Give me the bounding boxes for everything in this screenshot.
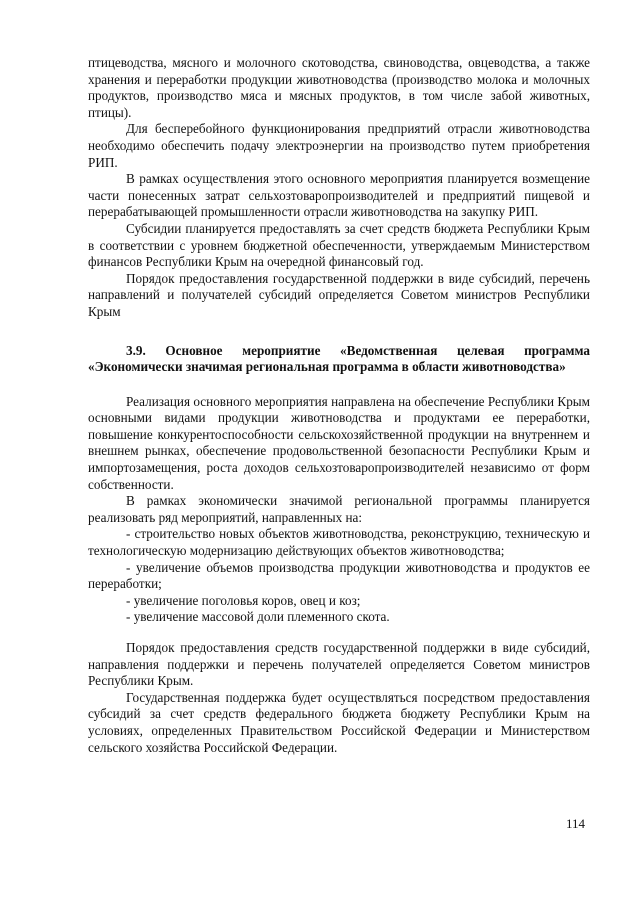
spacer (88, 376, 590, 394)
paragraph: Реализация основного мероприятия направлена на обеспечение Республики Крым основными видами продукции животноводства и продуктами ее переработки, повышение конкурентоспособности сельскохозяйственной продукции на внутреннем и внешнем рынках, обеспечение продовольственной безопасности Республики Крым и импортозамещения, роста доходов сельхозтоваропроизводителей независимо от форм собственности. (88, 393, 590, 492)
paragraph: В рамках экономически значимой региональной программы планируется реализовать ряд мероприятий, направленных на: (88, 493, 590, 525)
list-item: - увеличение объемов производства продукции животноводства и продуктов ее переработки; (88, 559, 590, 592)
paragraph: птицеводства, мясного и молочного скотоводства, свиноводства, овцеводства, а также хранения и переработки продукции животноводства (производство молока и молочных продуктов, производство мяса и мясных продуктов, в том числе забой животных, птицы). (88, 55, 590, 120)
paragraph: Порядок предоставления государственной поддержки в виде субсидий, перечень направлений и получателей субсидий определяется Советом министров Республики Крым (88, 270, 590, 319)
paragraph: Государственная поддержка будет осуществляться посредством предоставления субсидий за счет средств федерального бюджета бюджету Республики Крым на условиях, определенных Правительством Российской Федерации и Министерством сельского хозяйства Российской Федерации. (88, 689, 590, 755)
paragraph: Субсидии планируется предоставлять за счет средств бюджета Республики Крым в соответствии с уровнем бюджетной обеспеченности, утверждаемым Министерством финансов Республики Крым на очередной финансовый год. (88, 220, 590, 270)
spacer (88, 321, 590, 343)
spacer (88, 626, 590, 640)
paragraph: Порядок предоставления средств государственной поддержки в виде субсидий, направления поддержки и перечень получателей определяется Советом министров Республики Крым. (88, 640, 590, 689)
document-page (88, 55, 590, 756)
list-item: - увеличение поголовья коров, овец и коз; (126, 592, 361, 608)
section-heading: 3.9. Основное мероприятие «Ведомственная целевая программа «Экономически значимая региональная программа в области животноводства» (88, 342, 590, 375)
paragraph: В рамках осуществления этого основного мероприятия планируется возмещение части понесенных затрат сельхозтоваропроизводителей и предприятий пищевой и перерабатывающей промышленности отрасли животноводства на закупку РИП. (88, 171, 590, 220)
list-item: - увеличение массовой доли племенного скота. (126, 609, 390, 625)
page-number: 114 (566, 816, 586, 831)
paragraph: Для бесперебойного функционирования предприятий отрасли животноводства необходимо обеспечить подачу электроэнергии на производство путем приобретения РИП. (88, 121, 590, 170)
list-item: - строительство новых объектов животноводства, реконструкцию, техническую и технологическую модернизацию действующих объектов животноводства; (88, 526, 590, 559)
